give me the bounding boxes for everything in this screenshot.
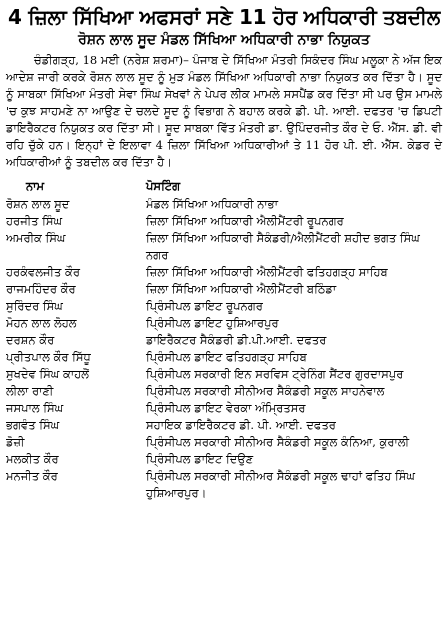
table-row xyxy=(6,349,442,366)
table-row xyxy=(6,434,442,451)
table-row xyxy=(6,332,442,349)
row-posting: ਮੰਡਲ ਸਿੱਖਿਆ ਅਧਿਕਾਰੀ ਨਾਭਾ xyxy=(146,197,279,211)
row-posting: ਡਾਇਰੈਕਟਰ ਸੈਕੰਡਰੀ ਡੀ.ਪੀ.ਆਈ. ਦਫਤਰ xyxy=(146,333,327,347)
row-posting: ਸਹਾਇਕ ਡਾਇਰੈਕਟਰ ਡੀ. ਪੀ. ਆਈ. ਦਫਤਰ xyxy=(146,418,336,432)
row-name: ਪ੍ਰੀਤਪਾਲ ਕੌਰ ਸਿੱਧੂ xyxy=(6,350,91,364)
row-name: ਰੋਸ਼ਨ ਲਾਲ ਸੂਦ xyxy=(6,197,70,211)
row-name: ਡੋਜ਼ੀ xyxy=(6,435,25,449)
article-body: ਚੰਡੀਗੜ੍ਹ, 18 ਮਈ (ਨਰੇਸ਼ ਸ਼ਰਮਾ)– ਪੰਜਾਬ ਦੇ ਸਿੱਖਿਆ ਮੰਤਰੀ ਸਿਕੰਦਰ ਸਿੰਘ ਮਲੂਕਾ ਨੇ ਅੱਜ ਇਕ ਆਦੇਸ਼ ਜਾਰੀ ਕਰਕੇ ਰੋਸ਼ਨ ਲਾਲ ਸੂਦ ਨੂੰ ਮੁੜ ਮੰਡਲ ਸਿੱਖਿਆ ਅਧਿਕਾਰੀ ਨਾਭਾ ਨਿਯੁਕਤ ਕਰ ਦਿੱਤਾ ਹੈ। ਸੂਦ ਨੂੰ ਸਾਬਕਾ ਸਿੱਖਿਆ ਮੰਤਰੀ ਸੇਵਾ ਸਿੰਘ ਸੇਖਵਾਂ ਨੇ ਪੇਪਰ ਲੀਕ ਮਾਮਲੇ ਸਸਪੈਂਡ ਕਰ ਦਿੱਤਾ ਸੀ ਪਰ ਉਸ ਮਾਮਲੇ 'ਚ ਕੁਝ ਸਾਹਮਣੇ ਨਾ ਆਉਣ ਦੇ ਚਲਦੇ ਸੂਦ ਨੂੰ ਵਿਭਾਗ ਨੇ ਬਹਾਲ ਕਰਕੇ ਡੀ. ਪੀ. ਆਈ. ਦਫਤਰ 'ਚ ਡਿਪਟੀ ਡਾਇਰੈਕਟਰ ਨਿਯੁਕਤ ਕਰ ਦਿੱਤਾ ਸੀ। ਸੂਦ ਸਾਬਕਾ ਵਿੱਤ ਮੰਤਰੀ ਡਾ. ਉਪਿੰਦਰਜੀਤ ਕੌਰ ਦੇ ਓ. ਐੱਸ. ਡੀ. ਵੀ ਰਹਿ ਚੁੱਕੇ ਹਨ। ਇਨ੍ਹਾਂ ਦੇ ਇਲਾਵਾ 4 ਜ਼ਿਲਾ ਸਿੱਖਿਆ ਅਧਿਕਾਰੀਆਂ ਤੇ 11 ਹੋਰ ਪੀ. ਈ. ਐੱਸ. ਕੇਡਰ ਦੇ ਅਧਿਕਾਰੀਆਂ ਨੂੰ ਤਬਦੀਲ ਕਰ ਦਿੱਤਾ ਹੈ। xyxy=(6,53,442,169)
row-posting: ਜ਼ਿਲਾ ਸਿੱਖਿਆ ਅਧਿਕਾਰੀ ਐਲੀਮੈਂਟਰੀ ਰੂਪਨਗਰ xyxy=(146,214,344,228)
row-posting: ਜ਼ਿਲਾ ਸਿੱਖਿਆ ਅਧਿਕਾਰੀ ਐਲੀਮੈਂਟਰੀ ਫਤਿਹਗੜ੍ਹ ਸਾਹਿਬ xyxy=(146,265,388,279)
row-name: ਦਰਸ਼ਨ ਕੌਰ xyxy=(6,333,55,347)
row-name: ਸੁਰਿੰਦਰ ਸਿੰਘ xyxy=(6,299,63,313)
row-name: ਜਸਪਾਲ ਸਿੰਘ xyxy=(6,401,64,415)
row-name: ਭਗਵੰਤ ਸਿੰਘ xyxy=(6,418,60,432)
row-name: ਮਨਜੀਤ ਕੌਰ xyxy=(6,469,58,483)
row-posting: ਪ੍ਰਿੰਸੀਪਲ ਡਾਇਟ ਰੂਪਨਗਰ xyxy=(146,299,263,313)
row-posting: ਪ੍ਰਿੰਸੀਪਲ ਸਰਕਾਰੀ ਸੀਨੀਅਰ ਸੈਕੰਡਰੀ ਸਕੂਲ ਢਾਹਾਂ ਫਤਿਹ ਸਿੰਘ ਹੁਸ਼ਿਆਰਪੁਰ। xyxy=(146,469,415,500)
row-name: ਹਰਕੰਵਲਜੀਤ ਕੌਰ xyxy=(6,265,80,279)
row-posting: ਪ੍ਰਿੰਸੀਪਲ ਡਾਇਟ ਹੁਸ਼ਿਆਰਪੁਰ xyxy=(146,316,279,330)
row-posting: ਪ੍ਰਿੰਸੀਪਲ ਸਰਕਾਰੀ ਸੀਨੀਅਰ ਸੈਕੰਡਰੀ ਸਕੂਲ ਕੰਨਿਆ, ਕੁਰਾਲੀ xyxy=(146,435,410,449)
headline: 4 ਜ਼ਿਲਾ ਸਿੱਖਿਆ ਅਫਸਰਾਂ ਸਣੇ 11 ਹੋਰ ਅਧਿਕਾਰੀ ਤਬਦੀਲ xyxy=(8,5,440,29)
table-row xyxy=(6,417,442,434)
table-row xyxy=(6,315,442,332)
table-row xyxy=(6,196,442,213)
row-posting: ਜ਼ਿਲਾ ਸਿੱਖਿਆ ਅਧਿਕਾਰੀ ਸੈਕੰਡਰੀ/ਐਲੀਮੈਂਟਰੀ ਸ਼ਹੀਦ ਭਗਤ ਸਿੰਘ ਨਗਰ xyxy=(146,231,420,262)
row-posting: ਪ੍ਰਿੰਸੀਪਲ ਸਰਕਾਰੀ ਸੀਨੀਅਰ ਸੈਕੰਡਰੀ ਸਕੂਲ ਸਾਹਨੇਵਾਲ xyxy=(146,384,385,398)
row-name: ਸੁਖਦੇਵ ਸਿੰਘ ਕਾਹਲੋਂ xyxy=(6,367,89,381)
row-name: ਮਲਕੀਤ ਕੌਰ xyxy=(6,452,59,466)
row-name: ਲੀਲਾ ਰਾਣੀ xyxy=(6,384,54,398)
table-row xyxy=(6,298,442,315)
row-posting: ਪ੍ਰਿੰਸੀਪਲ ਡਾਇਟ ਫਤਿਹਗੜ੍ਹ ਸਾਹਿਬ xyxy=(146,350,307,364)
table-row xyxy=(6,366,442,383)
row-posting: ਜ਼ਿਲਾ ਸਿੱਖਿਆ ਅਧਿਕਾਰੀ ਐਲੀਮੈਂਟਰੀ ਬਠਿੰਡਾ xyxy=(146,282,337,296)
table-row xyxy=(6,264,442,281)
row-name: ਅਮਰੀਕ ਸਿੰਘ xyxy=(6,231,66,245)
table-row xyxy=(6,468,442,502)
row-name: ਹਰਜੀਤ ਸਿੰਘ xyxy=(6,214,63,228)
header-posting: ਪੋਸਟਿੰਗ xyxy=(146,179,181,193)
table-header xyxy=(6,175,442,196)
header-name: ਨਾਮ xyxy=(26,179,45,193)
table-row xyxy=(6,281,442,298)
row-posting: ਪ੍ਰਿੰਸੀਪਲ ਸਰਕਾਰੀ ਇਨ ਸਰਵਿਸ ਟ੍ਰੇਨਿੰਗ ਸੈਂਟਰ ਗੁਰਦਾਸਪੁਰ xyxy=(146,367,404,381)
table-row xyxy=(6,383,442,400)
row-posting: ਪ੍ਰਿੰਸੀਪਲ ਡਾਇਟ ਵੇਰਕਾ ਅੰਮ੍ਰਿਤਸਰ xyxy=(146,401,306,415)
table-row xyxy=(6,400,442,417)
row-name: ਮੋਹਨ ਲਾਲ ਲੋਹਲ xyxy=(6,316,77,330)
row-posting: ਪ੍ਰਿੰਸੀਪਲ ਡਾਇਟ ਦਿਉਣ xyxy=(146,452,254,466)
table-row xyxy=(6,451,442,468)
table-row xyxy=(6,213,442,230)
table-row xyxy=(6,230,442,264)
transfer-table xyxy=(6,175,442,502)
row-name: ਰਾਜਮਹਿੰਦਰ ਕੌਰ xyxy=(6,282,76,296)
subheadline: ਰੋਸ਼ਨ ਲਾਲ ਸੂਦ ਮੰਡਲ ਸਿੱਖਿਆ ਅਧਿਕਾਰੀ ਨਾਭਾ ਨਿਯੁਕਤ xyxy=(78,32,370,48)
